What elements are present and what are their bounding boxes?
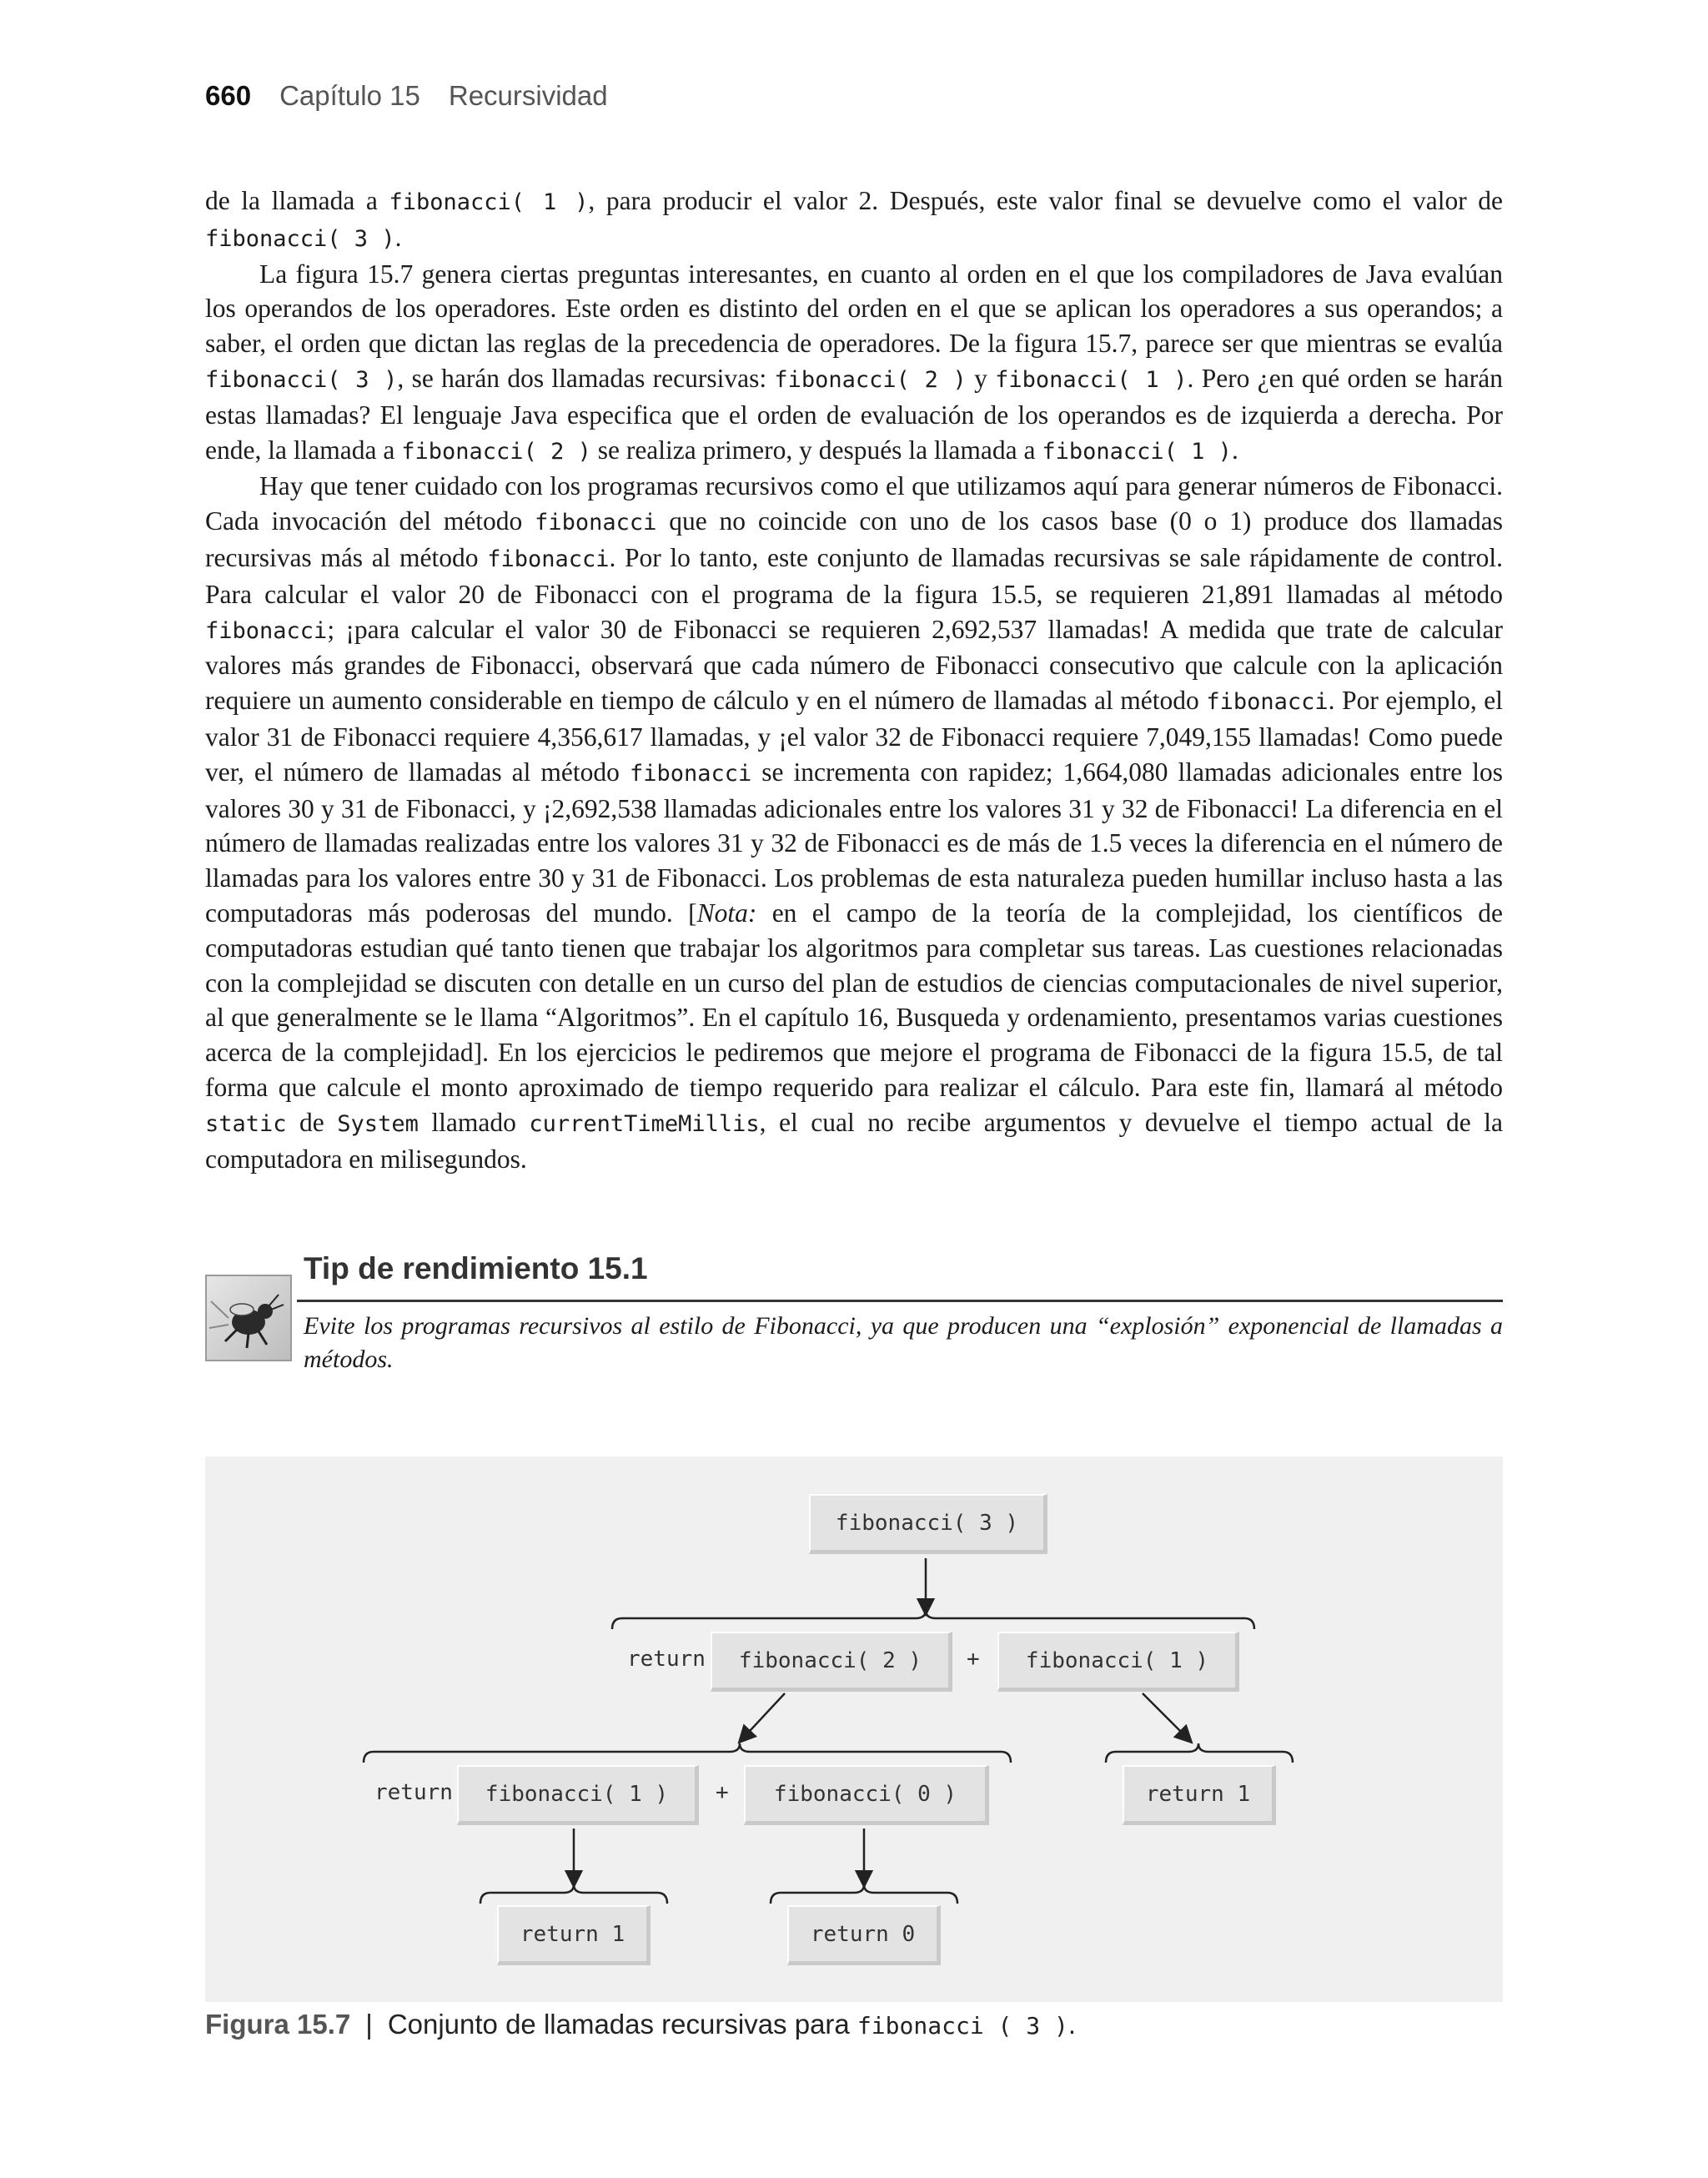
chapter-label: Capítulo 15 [279,80,420,111]
arrow-fib1-top [1143,1693,1192,1743]
brace-ret1-bottom [480,1884,667,1904]
bug-icon [205,1275,292,1361]
brace-ret0 [771,1884,957,1904]
figure-caption: Figura 15.7 | Conjunto de llamadas recursivas para fibonacci ( 3 ). [205,2009,1076,2040]
node-fibonacci-1-top: fibonacci( 1 ) [997,1632,1239,1692]
body-text [205,184,1503,1176]
node-fibonacci-0: fibonacci( 0 ) [744,1765,989,1825]
brace-level1 [612,1610,1254,1629]
paragraph-3: Hay que tener cuidado con los programas recursivos como el que utilizamos aquí para generar números de Fibonacci. Cada invocación del método fibonacci que no coincide con uno de los casos base (0 o 1) produce dos llamadas recursivas más al método fibonacci. Por lo tanto, este conjunto de llamadas recursivas se sale rápidamente de control. Para calcular el valor 20 de Fibonacci con el programa de la figura 15.5, se requieren 21,891 llamadas al método fibonacci; ¡para calcular el valor 30 de Fibonacci se requieren 2,692,537 llamadas! A medida que trate de calcular valores más grandes de Fibonacci, observará que cada número de Fibonacci consecutivo que calcule con la aplicación requiere un aumento considerable en tiempo de cálculo y en el número de llamadas al método fibonacci. Por ejemplo, el valor 31 de Fibonacci requiere 4,356,617 llamadas, y ¡el valor 32 de Fibonacci requiere 7,049,155 llamadas! Como puede ver, el número de llamadas al método fibonacci se incrementa con rapidez; 1,664,080 llamadas adicionales entre los valores 30 y 31 de Fibonacci, y ¡2,692,538 llamadas adicionales entre los valores 31 y 32 de Fibonacci! La diferencia en el número de llamadas realizadas entre los valores 31 y 32 de Fibonacci es de más de 1.5 veces la diferencia en el número de llamadas para los valores entre 30 y 31 de Fibonacci. Los problemas de esta naturaleza pueden humillar incluso hasta a las computadoras más poderosas del mundo. [Nota: en el campo de la teoría de la complejidad, los científicos de computadoras estudian qué tanto tienen que trabajar los algoritmos para completar sus tareas. Las cuestiones relacionadas con la complejidad se discuten con detalle en un curso del plan de estudios de ciencias computacionales de nivel superior, al que generalmente se le llama “Algoritmos”. En el capítulo 16, Busqueda y ordenamiento, presentamos varias cuestiones acerca de la complejidad]. En los ejercicios le pediremos que mejore el programa de Fibonacci de la figura 15.5, de tal forma que calcule el monto aproximado de tiempo requerido para realizar el cálculo. Para este fin, llamará al método static de System llamado currentTimeMillis, el cual no recibe argumentos y devuelve el tiempo actual de la computadora en milisegundos. [205,471,1504,1174]
label-return-level2: return [374,1780,453,1805]
figure-number: Figura 15.7 [205,2009,351,2040]
brace-ret1-right [1106,1743,1293,1763]
page-header [205,80,608,112]
caption-text: Conjunto de llamadas recursivas para [387,2009,857,2040]
node-return-1-right: return 1 [1123,1765,1276,1825]
node-return-0: return 0 [787,1905,941,1965]
brace-level2 [364,1743,1011,1763]
node-fibonacci-1-left: fibonacci( 1 ) [457,1765,699,1825]
tip-text: Evite los programas recursivos al estilo de Fibonacci, ya que producen una “explosión” exponencial de llamadas a métodos. [304,1312,1503,1373]
paragraph-1: de la llamada a fibonacci( 1 ), para producir el valor 2. Después, este valor final se devuelve como el valor de fibonacci( 3 ). [205,186,1504,252]
recursion-diagram [205,1456,1503,2002]
caption-separator: | [365,2009,373,2040]
label-return-level1: return [627,1647,706,1672]
tip-title: Tip de rendimiento 15.1 [304,1251,648,1285]
label-plus-level2: + [716,1780,729,1805]
node-return-1-bottom: return 1 [497,1905,651,1965]
caption-code: fibonacci ( 3 ) [857,2012,1068,2040]
arrow-fib2 [739,1693,785,1743]
label-plus-level1: + [967,1647,980,1672]
node-fibonacci-3: fibonacci( 3 ) [809,1494,1047,1554]
page-number: 660 [205,80,252,111]
paragraph-2: La figura 15.7 genera ciertas preguntas interesantes, en cuanto al orden en el que los compiladores de Java evalúan los operandos de los operadores. Este orden es distinto del orden en el que se aplican los operadores a sus operandos; a saber, el orden que dictan las reglas de la precedencia de operadores. De la figura 15.7, parece ser que mientras se evalúa fibonacci( 3 ), se harán dos llamadas recursivas: fibonacci( 2 ) y fibonacci( 1 ). Pero ¿en qué orden se harán estas llamadas? El lenguaje Java especifica que el orden de evaluación de los operandos es de izquierda a derecha. Por ende, la llamada a fibonacci( 2 ) se realiza primero, y después la llamada a fibonacci( 1 ). [205,259,1503,465]
performance-tip [205,1251,1503,1376]
section-title: Recursividad [448,80,608,111]
node-fibonacci-2: fibonacci( 2 ) [711,1632,952,1692]
tip-divider [297,1300,1503,1302]
